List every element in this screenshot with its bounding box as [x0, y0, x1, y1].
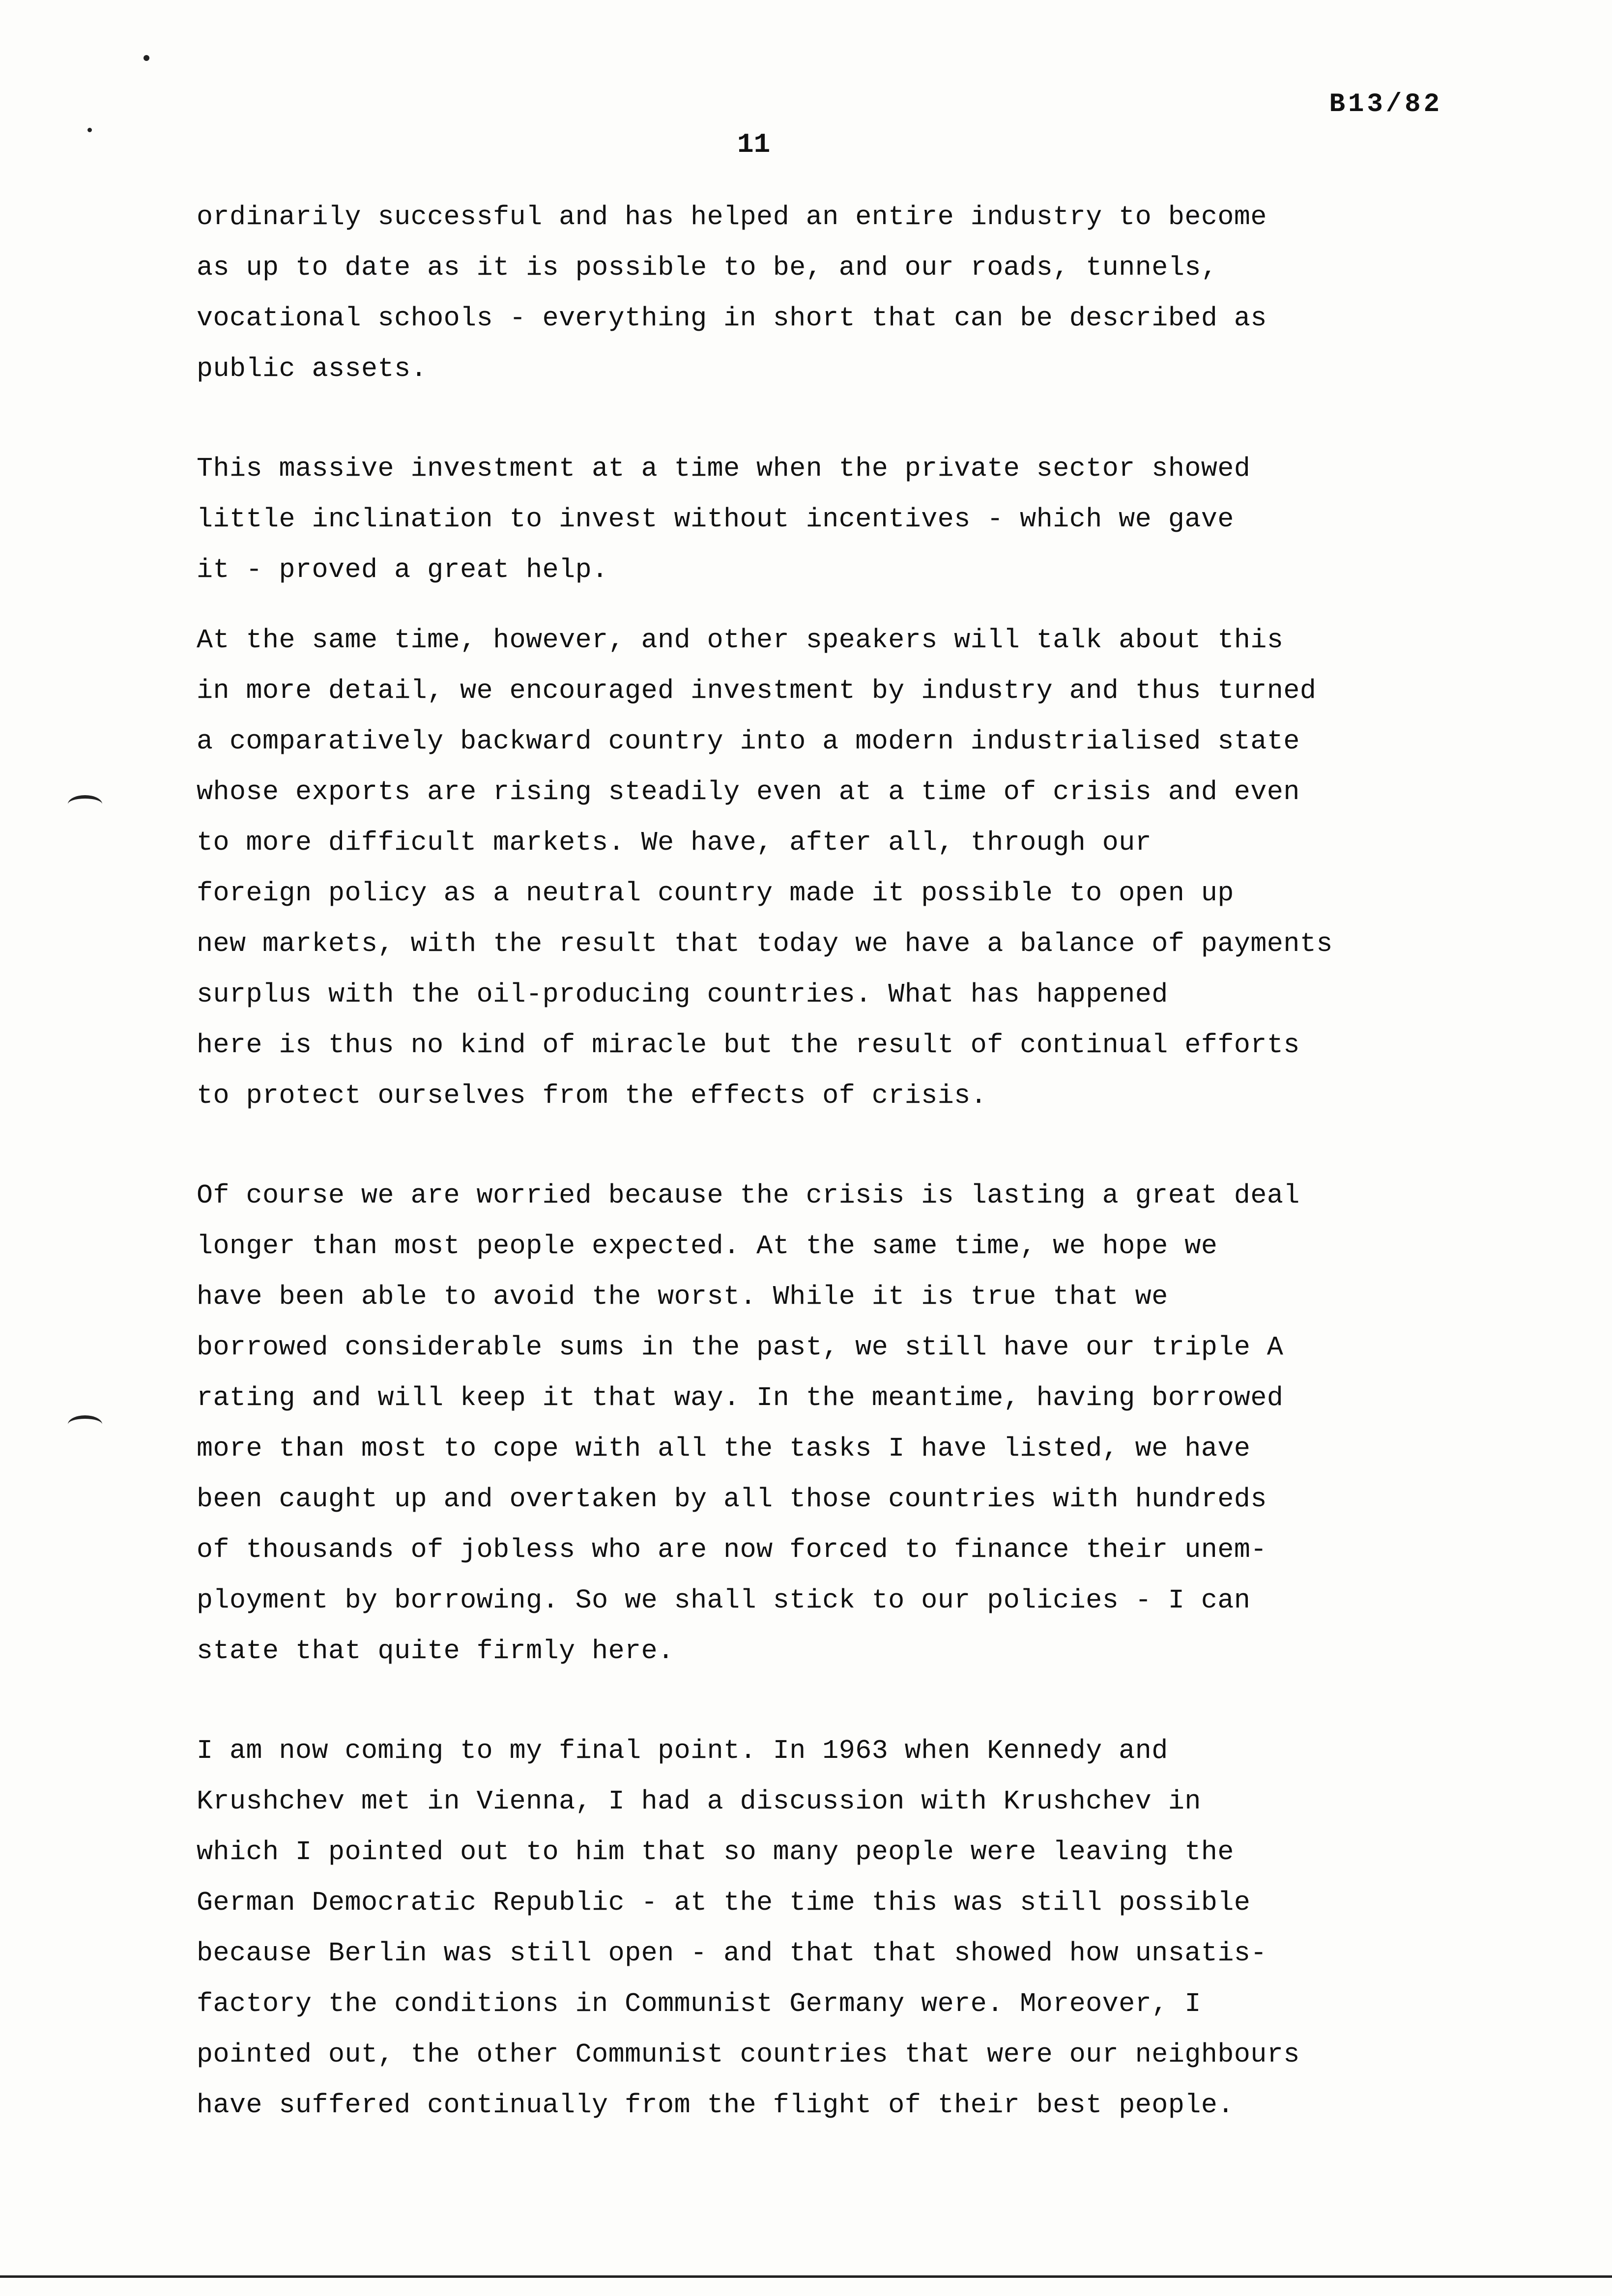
text-line: This massive investment at a time when the private sector showed — [197, 453, 1251, 484]
text-line: in more detail, we encouraged investment by industry and thus turned — [197, 675, 1317, 706]
page-bottom-rule — [0, 2275, 1612, 2278]
text-line: ordinarily successful and has helped an entire industry to become — [197, 201, 1267, 232]
text-line: borrowed considerable sums in the past, we still have our triple A — [197, 1332, 1284, 1363]
text-line: been caught up and overtaken by all those countries with hundreds — [197, 1484, 1267, 1515]
text-line: Krushchev met in Vienna, I had a discussion with Krushchev in — [197, 1786, 1201, 1817]
text-line: to more difficult markets. We have, after all, through our — [197, 827, 1152, 858]
body-text — [197, 192, 1376, 2130]
text-line: vocational schools - everything in short that can be described as — [197, 303, 1267, 334]
text-line: a comparatively backward country into a modern industrialised state — [197, 726, 1300, 757]
paragraph — [197, 1725, 1376, 2130]
ink-speck — [87, 128, 92, 132]
text-line: foreign policy as a neutral country made it possible to open up — [197, 878, 1234, 909]
text-line: public assets. — [197, 353, 428, 384]
text-line: Of course we are worried because the crisis is lasting a great deal — [197, 1180, 1300, 1211]
text-line: German Democratic Republic - at the time this was still possible — [197, 1887, 1251, 1918]
paragraph — [197, 192, 1376, 394]
text-line: have suffered continually from the flight of their best people. — [197, 2090, 1234, 2121]
document-reference: B13/82 — [1329, 89, 1442, 119]
text-line: longer than most people expected. At the same time, we hope we — [197, 1231, 1218, 1262]
text-line: here is thus no kind of miracle but the result of continual efforts — [197, 1030, 1300, 1061]
text-line: state that quite firmly here. — [197, 1636, 674, 1666]
text-line: surplus with the oil-producing countries. What has happened — [197, 979, 1168, 1010]
text-line: have been able to avoid the worst. While it is true that we — [197, 1281, 1168, 1312]
text-line: little inclination to invest without incentives - which we gave — [197, 504, 1234, 535]
text-line: ployment by borrowing. So we shall stick to our policies - I can — [197, 1585, 1251, 1616]
text-line: which I pointed out to him that so many people were leaving the — [197, 1837, 1234, 1867]
margin-mark — [68, 1415, 102, 1434]
text-line: pointed out, the other Communist countries that were our neighbours — [197, 2039, 1300, 2070]
text-line: I am now coming to my final point. In 1963 when Kennedy and — [197, 1735, 1168, 1766]
text-line: to protect ourselves from the effects of crisis. — [197, 1080, 987, 1111]
text-line: as up to date as it is possible to be, and our roads, tunnels, — [197, 252, 1218, 283]
text-line: because Berlin was still open - and that that showed how unsatis- — [197, 1938, 1267, 1969]
paragraph — [197, 615, 1376, 1121]
text-line: rating and will keep it that way. In the meantime, having borrowed — [197, 1382, 1284, 1413]
text-line: whose exports are rising steadily even at a time of crisis and even — [197, 776, 1300, 807]
paragraph-gap — [197, 1121, 1376, 1170]
margin-mark — [68, 795, 102, 813]
page-number: 11 — [737, 129, 771, 160]
text-line: it - proved a great help. — [197, 554, 608, 585]
text-line: of thousands of jobless who are now forced to finance their unem- — [197, 1534, 1267, 1565]
paragraph — [197, 1170, 1376, 1676]
paragraph-gap — [197, 1676, 1376, 1725]
ink-speck — [144, 55, 149, 61]
text-line: factory the conditions in Communist Germany were. Moreover, I — [197, 1988, 1201, 2019]
paragraph — [197, 443, 1376, 595]
text-line: more than most to cope with all the tasks I have listed, we have — [197, 1433, 1251, 1464]
paragraph-gap — [197, 595, 1376, 615]
text-line: new markets, with the result that today we have a balance of payments — [197, 928, 1333, 959]
paragraph-gap — [197, 394, 1376, 443]
text-line: At the same time, however, and other speakers will talk about this — [197, 625, 1284, 656]
